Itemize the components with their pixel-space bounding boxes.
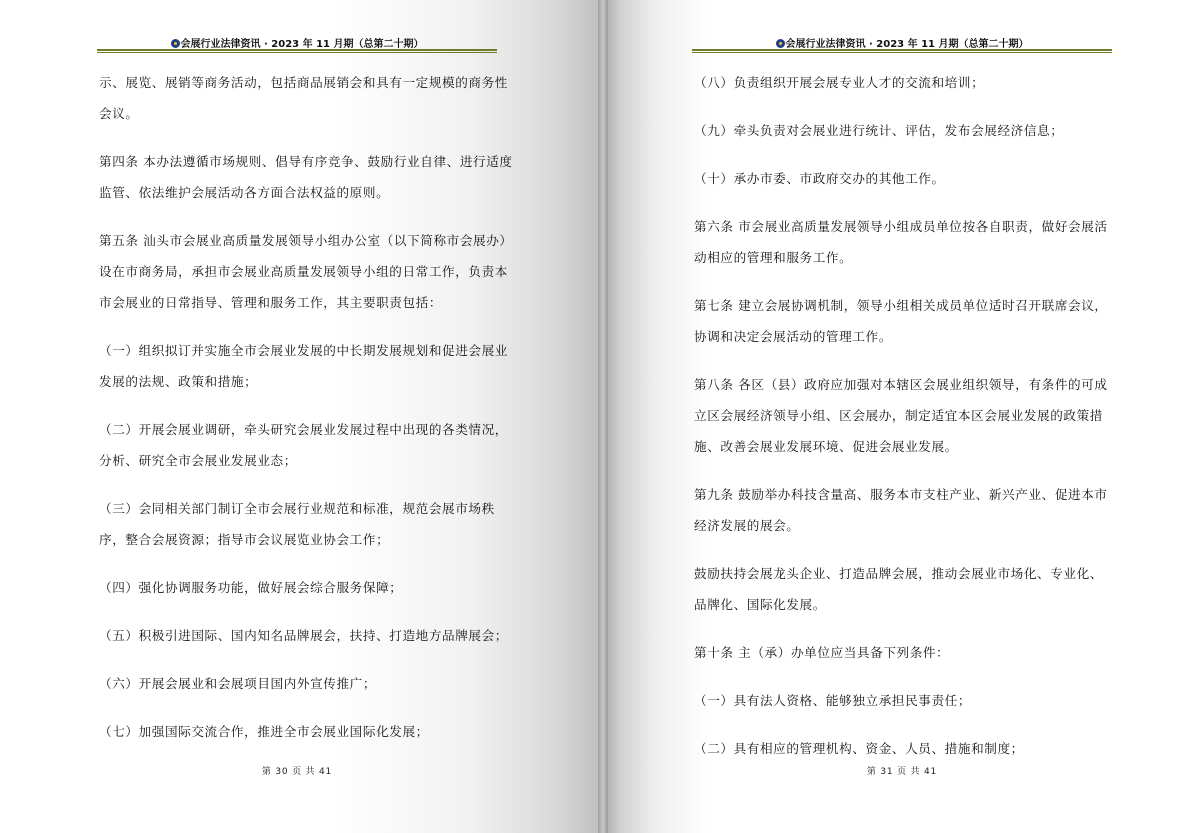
paragraph: （一）具有法人资格、能够独立承担民事责任； [694, 693, 972, 708]
paragraph: （四）强化协调服务功能，做好展会综合服务保障； [99, 580, 403, 595]
page-number: 第 30 页 共 41 [261, 767, 333, 777]
right-page [603, 0, 1195, 833]
publication-logo-icon [171, 39, 180, 48]
paragraph: 第十条 主（承）办单位应当具备下列条件： [694, 645, 950, 660]
paragraph: （七）加强国际交流合作，推进全市会展业国际化发展； [99, 724, 429, 739]
paragraph: （三）会同相关部门制订全市会展行业规范和标准，规范会展市场秩序，整合会展资源；指导市会议展览业协会工作； [99, 501, 495, 547]
header-title: 会展行业法律资讯 [180, 39, 261, 50]
header-rule [692, 49, 1112, 53]
publication-logo-icon [776, 39, 785, 48]
paragraph: （九）牵头负责对会展业进行统计、评估，发布会展经济信息； [694, 123, 1064, 138]
book-gutter [598, 0, 608, 833]
page-header [692, 35, 1112, 50]
paragraph: （八）负责组织开展会展专业人才的交流和培训； [694, 75, 985, 90]
paragraph: 第四条 本办法遵循市场规则、倡导有序竞争、鼓励行业自律、进行适度监管、依法维护会展活动各方面合法权益的原则。 [99, 154, 513, 200]
header-separator: · [865, 39, 877, 50]
header-separator: · [260, 39, 272, 50]
header-rule [97, 49, 497, 53]
page-body [694, 67, 1114, 781]
header-issue: 2023 年 11 月期（总第二十期） [271, 39, 424, 50]
paragraph: 鼓励扶持会展龙头企业、打造品牌会展，推动会展业市场化、专业化、品牌化、国际化发展。 [694, 566, 1104, 612]
paragraph: （六）开展会展业和会展项目国内外宣传推广； [99, 676, 377, 691]
paragraph: 第七条 建立会展协调机制，领导小组相关成员单位适时召开联席会议，协调和决定会展活动的管理工作。 [694, 298, 1108, 344]
paragraph: （二）具有相应的管理机构、资金、人员、措施和制度； [694, 741, 1024, 756]
paragraph: 第六条 市会展业高质量发展领导小组成员单位按各自职责，做好会展活动相应的管理和服务工作。 [694, 219, 1108, 265]
paragraph: （一）组织拟订并实施全市会展业发展的中长期发展规划和促进会展业发展的法规、政策和措施； [99, 343, 509, 389]
paragraph: 第九条 鼓励举办科技含量高、服务本市支柱产业、新兴产业、促进本市经济发展的展会。 [694, 487, 1108, 533]
paragraph: 第八条 各区（县）政府应加强对本辖区会展业组织领导，有条件的可成立区会展经济领导小组、区会展办，制定适宜本区会展业发展的政策措施、改善会展业发展环境、促进会展业发展。 [694, 377, 1108, 454]
paragraph: （五）积极引进国际、国内知名品牌展会，扶持、打造地方品牌展会； [99, 628, 509, 643]
page-number: 第 31 页 共 41 [866, 767, 938, 777]
paragraph: （十）承办市委、市政府交办的其他工作。 [694, 171, 945, 186]
paragraph: 第五条 汕头市会展业高质量发展领导小组办公室（以下简称市会展办）设在市商务局，承担市会展业高质量发展领导小组的日常工作，负责本市会展业的日常指导、管理和服务工作，其主要职责包括： [99, 233, 513, 310]
header-issue: 2023 年 11 月期（总第二十期） [876, 39, 1029, 50]
paragraph: 示、展览、展销等商务活动，包括商品展销会和具有一定规模的商务性会议。 [99, 75, 509, 121]
page-body [99, 67, 519, 764]
paragraph: （二）开展会展业调研，牵头研究会展业发展过程中出现的各类情况，分析、研究全市会展业发展业态； [99, 422, 509, 468]
page-header [97, 35, 497, 50]
header-title: 会展行业法律资讯 [785, 39, 866, 50]
